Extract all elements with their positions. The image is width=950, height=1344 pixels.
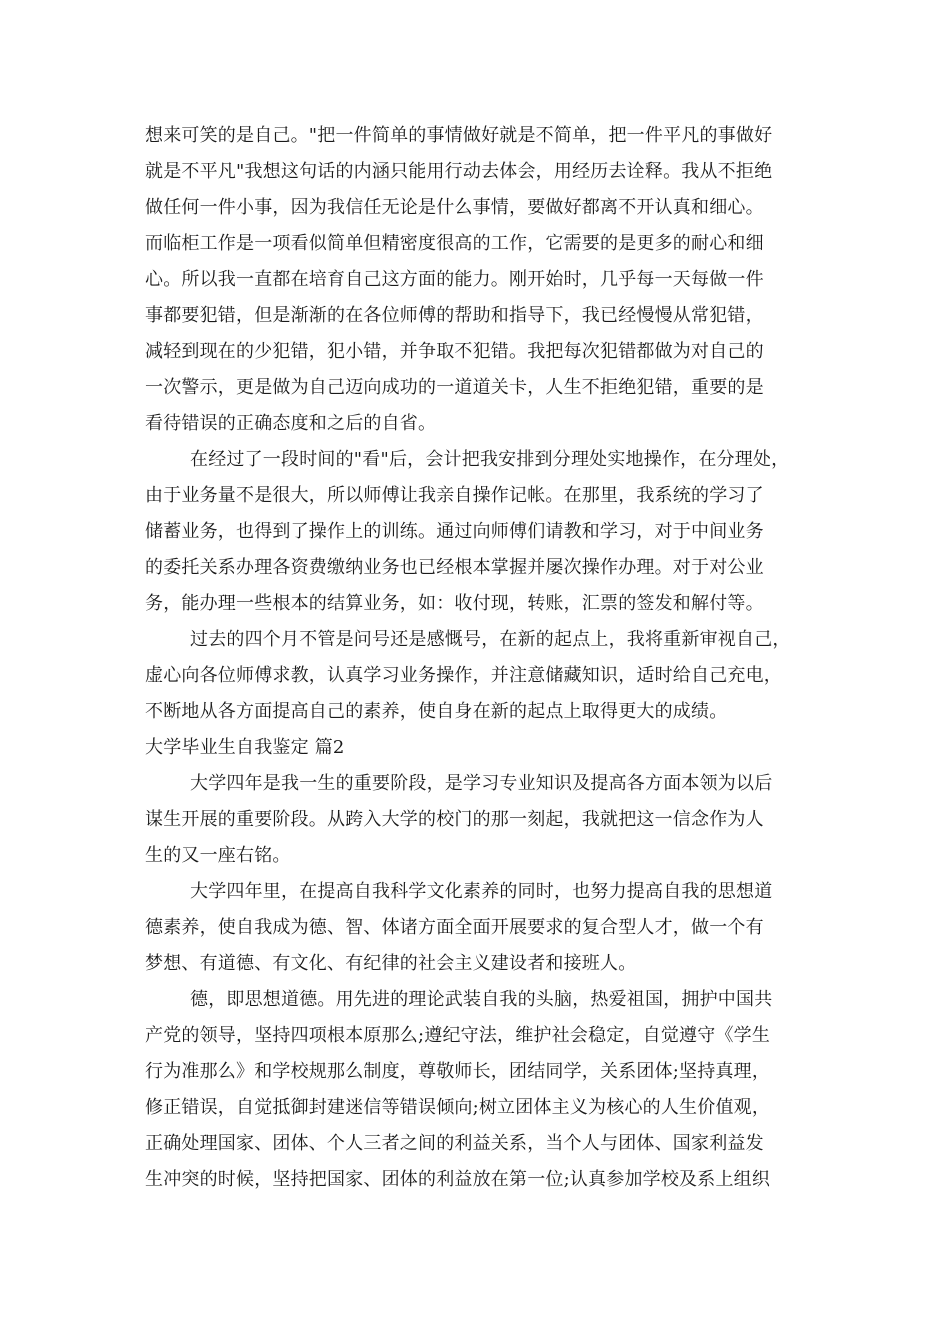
text-line: 德素养，使自我成为德、智、体诸方面全面开展要求的复合型人才，做一个有 [145, 917, 764, 938]
text-line: 事都要犯错，但是渐渐的在各位师傅的帮助和指导下，我已经慢慢从常犯错， [145, 305, 764, 326]
text-line: 正确处理国家、团体、个人三者之间的利益关系，当个人与团体、国家利益发 [145, 1133, 764, 1154]
text-line: 不断地从各方面提高自己的素养，使自身在新的起点上取得更大的成绩。 [145, 701, 728, 722]
text-line: 看待错误的正确态度和之后的自省。 [145, 413, 437, 434]
paragraph-start: 大学四年是我一生的重要阶段，是学习专业知识及提高各方面本领为以后 [190, 773, 773, 794]
paragraph-start: 过去的四个月不管是问号还是感慨号，在新的起点上，我将重新审视自己， [190, 629, 791, 650]
text-line: 想来可笑的是自己。"把一件简单的事情做好就是不简单，把一件平凡的事做好 [145, 125, 773, 146]
text-line: 谋生开展的重要阶段。从跨入大学的校门的那一刻起，我就把这一信念作为人 [145, 809, 764, 830]
section-heading: 大学毕业生自我鉴定 篇2 [145, 737, 345, 758]
text-line: 就是不平凡"我想这句话的内涵只能用行动去体会，用经历去诠释。我从不拒绝 [145, 161, 773, 182]
text-line: 而临柜工作是一项看似简单但精密度很高的工作，它需要的是更多的耐心和细 [145, 233, 764, 254]
text-line: 生冲突的时候，坚持把国家、团体的利益放在第一位;认真参加学校及系上组织 [145, 1169, 771, 1190]
paragraph-start: 德，即思想道德。用先进的理论武装自我的头脑，热爱祖国，拥护中国共 [190, 989, 773, 1010]
text-line: 由于业务量不是很大，所以师傅让我亲自操作记帐。在那里，我系统的学习了 [145, 485, 764, 506]
text-line: 储蓄业务，也得到了操作上的训练。通过向师傅们请教和学习，对于中间业务 [145, 521, 764, 542]
text-line: 生的又一座右铭。 [145, 845, 291, 866]
text-line: 的委托关系办理各资费缴纳业务也已经根本掌握并屡次操作办理。对于对公业 [145, 557, 764, 578]
text-line: 做任何一件小事，因为我信任无论是什么事情，要做好都离不开认真和细心。 [145, 197, 764, 218]
text-line: 心。所以我一直都在培育自己这方面的能力。刚开始时，几乎每一天每做一件 [145, 269, 764, 290]
text-line: 修正错误，自觉抵御封建迷信等错误倾向;树立团体主义为核心的人生价值观， [145, 1097, 771, 1118]
text-line: 产党的领导，坚持四项根本原那么;遵纪守法，维护社会稳定，自觉遵守《学生 [145, 1025, 771, 1046]
paragraph-start: 大学四年里，在提高自我科学文化素养的同时，也努力提高自我的思想道 [190, 881, 773, 902]
text-line: 行为准那么》和学校规那么制度，尊敬师长，团结同学，关系团体;坚持真理， [145, 1061, 771, 1082]
paragraph-start: 在经过了一段时间的"看"后，会计把我安排到分理处实地操作，在分理处， [190, 449, 790, 470]
text-line: 务，能办理一些根本的结算业务，如：收付现，转账，汇票的签发和解付等。 [145, 593, 764, 614]
text-line: 一次警示，更是做为自己迈向成功的一道道关卡，人生不拒绝犯错，重要的是 [145, 377, 764, 398]
text-line: 虚心向各位师傅求教，认真学习业务操作，并注意储藏知识，适时给自己充电， [145, 665, 782, 686]
text-line: 减轻到现在的少犯错，犯小错，并争取不犯错。我把每次犯错都做为对自己的 [145, 341, 764, 362]
text-line: 梦想、有道德、有文化、有纪律的社会主义建设者和接班人。 [145, 953, 637, 974]
